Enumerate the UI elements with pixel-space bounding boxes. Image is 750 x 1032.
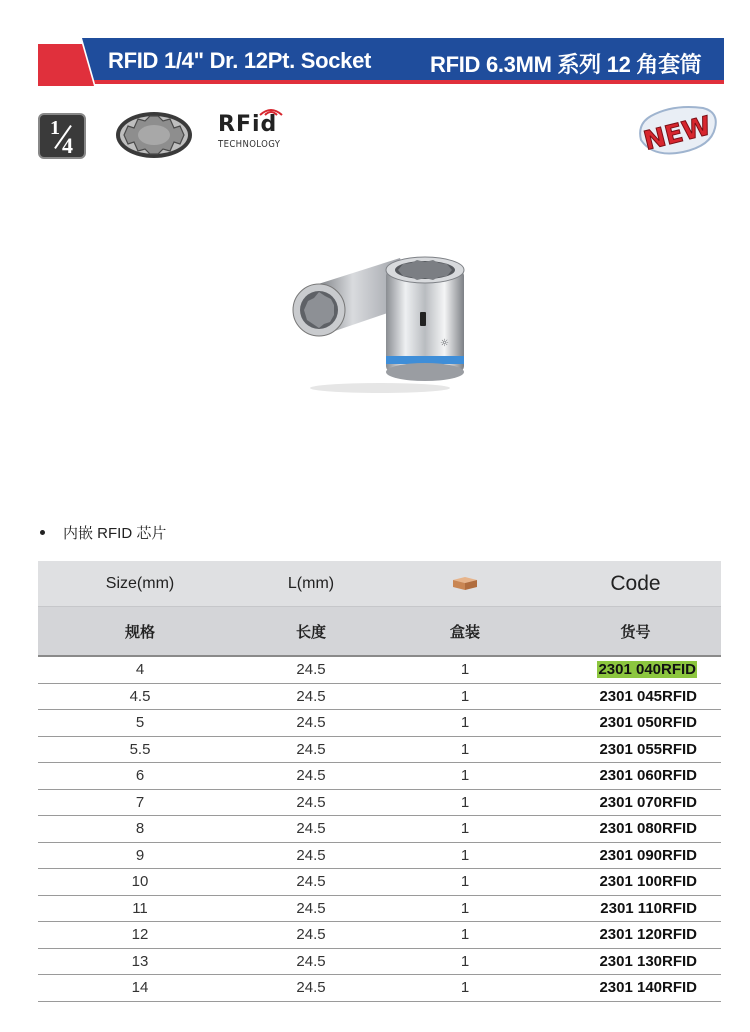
quantity-cell: 1 [380,683,550,710]
quantity-cell: 1 [380,736,550,763]
header-length-cn: 长度 [242,607,380,657]
size-cell: 5.5 [38,736,242,763]
length-cell: 24.5 [242,683,380,710]
size-cell: 4.5 [38,683,242,710]
rfid-technology-logo [218,114,298,150]
length-cell: 24.5 [242,789,380,816]
quantity-cell: 1 [380,656,550,683]
feature-note-text: 内嵌 RFID 芯片 [63,525,167,542]
size-cell: 12 [38,922,242,949]
length-cell: 24.5 [242,656,380,683]
code-cell [550,922,721,949]
table-row [38,975,721,1002]
new-badge-label: NEW [640,111,715,157]
table-header-row-en [38,561,721,607]
length-cell: 24.5 [242,842,380,869]
table-row [38,656,721,683]
size-cell: 8 [38,816,242,843]
size-cell: 4 [38,656,242,683]
header-size: Size(mm) [38,561,242,607]
table-header-row-cn [38,607,721,657]
code-cell [550,683,721,710]
product-code: 2301 100RFID [599,873,697,891]
table-row [38,842,721,869]
length-cell: 24.5 [242,763,380,790]
table-row [38,922,721,949]
product-code: 2301 090RFID [599,846,697,864]
length-cell: 24.5 [242,948,380,975]
size-cell: 9 [38,842,242,869]
quantity-cell: 1 [380,710,550,737]
product-code: 2301 110RFID [600,899,697,917]
length-cell: 24.5 [242,816,380,843]
size-cell: 14 [38,975,242,1002]
quantity-cell: 1 [380,789,550,816]
svg-text:☼: ☼ [440,338,449,349]
quantity-cell: 1 [380,975,550,1002]
length-cell: 24.5 [242,710,380,737]
header-code: Code [550,561,721,607]
table-row [38,895,721,922]
product-code: 2301 045RFID [599,687,697,705]
title-chinese: RFID 6.3MM 系列 12 角套筒 [430,52,702,77]
code-cell [550,975,721,1002]
spec-table [38,561,721,1002]
quantity-cell: 1 [380,948,550,975]
header-code-cn: 货号 [550,607,721,657]
table-row [38,948,721,975]
code-cell [550,869,721,896]
socket-product-image [290,246,470,394]
product-code: 2301 080RFID [599,820,697,838]
product-code: 2301 130RFID [599,952,697,970]
rfid-logo-subtext: TECHNOLOGY [218,139,281,150]
header-box [380,561,550,607]
product-code: 2301 055RFID [599,740,697,758]
length-cell: 24.5 [242,869,380,896]
size-cell: 13 [38,948,242,975]
header-length: L(mm) [242,561,380,607]
code-cell [550,842,721,869]
length-cell: 24.5 [242,975,380,1002]
code-cell [550,736,721,763]
code-cell [550,710,721,737]
quantity-cell: 1 [380,895,550,922]
length-cell: 24.5 [242,922,380,949]
code-cell [550,816,721,843]
product-code: 2301 040RFID [598,661,696,679]
code-cell [550,789,721,816]
header-box-cn: 盒装 [380,607,550,657]
code-cell [550,948,721,975]
product-code: 2301 120RFID [599,926,697,944]
quantity-cell: 1 [380,922,550,949]
quantity-cell: 1 [380,842,550,869]
drive-size-denominator: 4 [62,133,73,158]
code-cell [550,656,721,683]
table-row [38,710,721,737]
header-size-cn: 规格 [38,607,242,657]
table-body [38,656,721,1001]
product-code: 2301 060RFID [599,767,697,785]
carton-box-icon [450,575,480,591]
quantity-cell: 1 [380,816,550,843]
12-point-socket-icon [114,110,194,160]
bullet-icon [40,530,45,535]
feature-note [40,522,166,543]
quantity-cell: 1 [380,869,550,896]
rfid-logo-text: RFid [218,112,278,137]
header-banner [38,38,724,86]
table-row [38,763,721,790]
drive-size-numerator: 1 [50,117,60,139]
size-cell: 11 [38,895,242,922]
drive-size-badge [38,113,86,159]
table-row [38,816,721,843]
product-code: 2301 050RFID [599,714,697,732]
quantity-cell: 1 [380,763,550,790]
size-cell: 10 [38,869,242,896]
table-row [38,683,721,710]
size-cell: 5 [38,710,242,737]
product-code: 2301 070RFID [599,793,697,811]
size-cell: 7 [38,789,242,816]
length-cell: 24.5 [242,895,380,922]
table-row [38,869,721,896]
product-code: 2301 140RFID [599,979,697,997]
code-cell [550,763,721,790]
title-english: RFID 1/4" Dr. 12Pt. Socket [108,48,372,73]
table-row [38,736,721,763]
code-cell [550,895,721,922]
size-cell: 6 [38,763,242,790]
new-badge [633,102,721,160]
table-row [38,789,721,816]
length-cell: 24.5 [242,736,380,763]
